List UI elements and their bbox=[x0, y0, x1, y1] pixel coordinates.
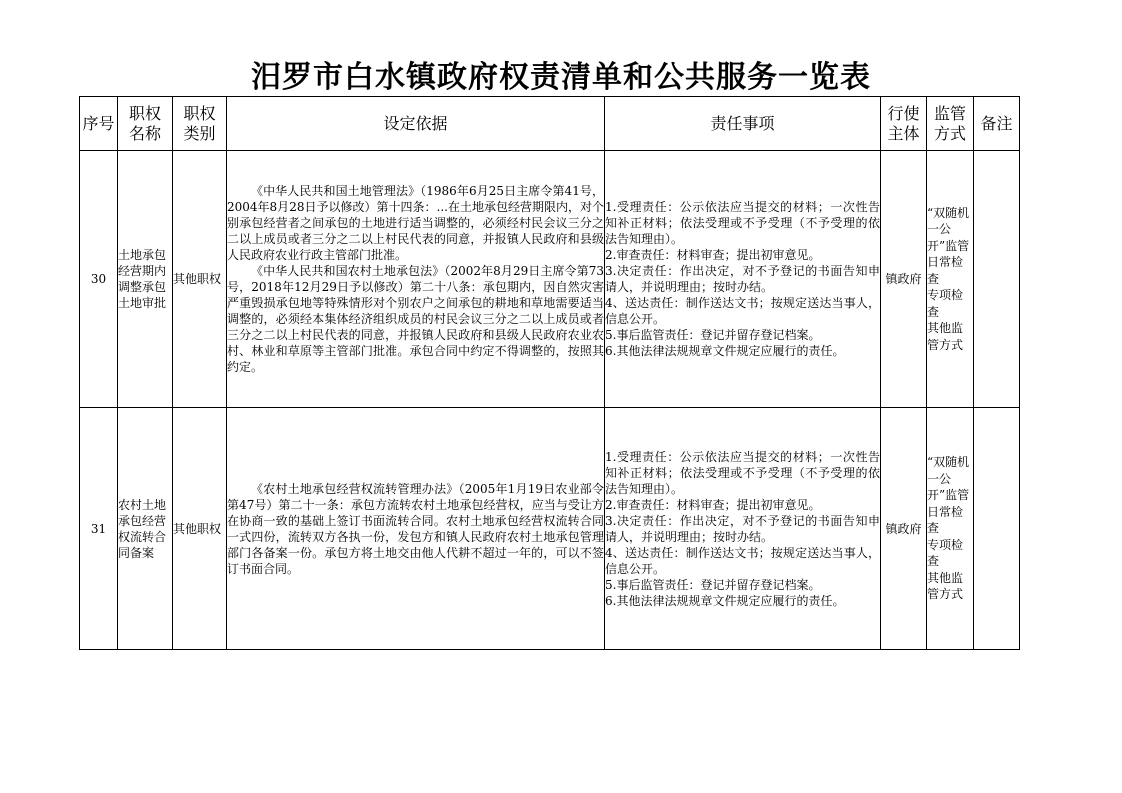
row-category: 其他职权 bbox=[173, 408, 227, 650]
supervision-item: 日常检查 bbox=[927, 255, 964, 286]
supervision-item: 其他监管方式 bbox=[927, 321, 964, 352]
header-name: 职权 名称 bbox=[118, 97, 173, 151]
row-responsibility bbox=[605, 151, 881, 408]
header-category: 职权 类别 bbox=[173, 97, 227, 151]
row-supervision bbox=[927, 151, 974, 408]
row-seq: 31 bbox=[80, 408, 118, 650]
responsibility-item: 5.事后监管责任：登记并留存登记档案。 bbox=[605, 328, 821, 342]
header-row bbox=[80, 97, 1020, 151]
row-basis bbox=[227, 408, 605, 650]
basis-paragraph: 《中华人民共和国土地管理法》（1986年6月25日主席令第41号，2004年8月28日予以修改）第十四条：...在土地承包经营期限内，对个别承包经营者之间承包的土地进行适当调整的，必须经村民会议三分之二以上成员或者三分之二以上村民代表的同意，并报镇人民政府和县级人民政府农业行政主管部门批准。 bbox=[227, 184, 604, 262]
page-title: 汨罗市白水镇政府权责清单和公共服务一览表 bbox=[251, 60, 871, 95]
rights-responsibilities-table bbox=[79, 96, 1020, 650]
header-subject: 行使 主体 bbox=[881, 97, 927, 151]
supervision-item: 日常检查 bbox=[927, 504, 964, 536]
row-responsibility bbox=[605, 408, 881, 650]
responsibility-item: 2.审查责任：材料审查；提出初审意见。 bbox=[605, 248, 821, 262]
basis-paragraph: 《农村土地承包经营权流转管理办法》（2005年1月19日农业部令第47号）第二十一条：承包方流转农村土地承包经营权，应当与受让方在协商一致的基础上签订书面流转合同。农村土地承包经营权流转合同一式四份，流转双方各执一份，发包方和镇人民政府农村土地承包管理部门各备案一份。承包方将土地交由他人代耕不超过一年的，可以不签订书面合同。 bbox=[227, 481, 604, 576]
row-name: 农村土地承包经营权流转合同备案 bbox=[118, 408, 173, 650]
responsibility-item: 5.事后监管责任：登记并留存登记档案。 bbox=[605, 577, 821, 592]
header-basis: 设定依据 bbox=[227, 97, 605, 151]
supervision-item: “双随机一公开”监管 bbox=[927, 455, 970, 503]
table-row bbox=[80, 151, 1020, 408]
supervision-item: 其他监管方式 bbox=[927, 570, 964, 602]
row-remarks bbox=[974, 151, 1020, 408]
row-name: 土地承包经营期内调整承包土地审批 bbox=[118, 151, 173, 408]
row-subject: 镇政府 bbox=[881, 151, 927, 408]
responsibility-item: 6.其他法律法规规章文件规定应履行的责任。 bbox=[605, 344, 845, 358]
header-supervision: 监管 方式 bbox=[927, 97, 974, 151]
responsibility-item: 4、送达责任：制作送达文书；按规定送达当事人，信息公开。 bbox=[605, 545, 880, 576]
responsibility-item: 2.审查责任：材料审查；提出初审意见。 bbox=[605, 497, 821, 512]
responsibility-item: 4、送达责任：制作送达文书；按规定送达当事人，信息公开。 bbox=[605, 296, 880, 326]
row-seq: 30 bbox=[80, 151, 118, 408]
row-subject: 镇政府 bbox=[881, 408, 927, 650]
row-remarks bbox=[974, 408, 1020, 650]
row-supervision bbox=[927, 408, 974, 650]
responsibility-item: 6.其他法律法规规章文件规定应履行的责任。 bbox=[605, 593, 845, 608]
header-seq: 序号 bbox=[80, 97, 118, 151]
supervision-item: 专项检查 bbox=[927, 537, 964, 569]
table-row bbox=[80, 408, 1020, 650]
header-remarks: 备注 bbox=[974, 97, 1020, 151]
supervision-item: 专项检查 bbox=[927, 288, 964, 319]
responsibility-item: 3.决定责任：作出决定，对不予登记的书面告知申请人，并说明理由；按时办结。 bbox=[605, 513, 880, 544]
responsibility-item: 1.受理责任：公示依法应当提交的材料；一次性告知补正材料；依法受理或不予受理（不予受理的依法告知理由）。 bbox=[605, 449, 880, 496]
row-basis bbox=[227, 151, 605, 408]
basis-paragraph: 《中华人民共和国农村土地承包法》（2002年8月29日主席令第73号，2018年12月29日予以修改）第二十八条：承包期内，因自然灾害严重毁损承包地等特殊情形对个别农户之间承包的耕地和草地需要适当调整的，必须经本集体经济组织成员的村民会议三分之二以上成员或者三分之二以上村民代表的同意，并报镇人民政府和县级人民政府农业农村、林业和草原等主管部门批准。承包合同中约定不得调整的，按照其约定。 bbox=[227, 264, 604, 374]
row-category: 其他职权 bbox=[173, 151, 227, 408]
header-responsibility: 责任事项 bbox=[605, 97, 881, 151]
supervision-item: “双随机一公开”监管 bbox=[927, 205, 970, 253]
responsibility-item: 1.受理责任：公示依法应当提交的材料；一次性告知补正材料；依法受理或不予受理（不予受理的依法告知理由）。 bbox=[605, 200, 880, 246]
responsibility-item: 3.决定责任：作出决定，对不予登记的书面告知申请人，并说明理由；按时办结。 bbox=[605, 264, 880, 294]
